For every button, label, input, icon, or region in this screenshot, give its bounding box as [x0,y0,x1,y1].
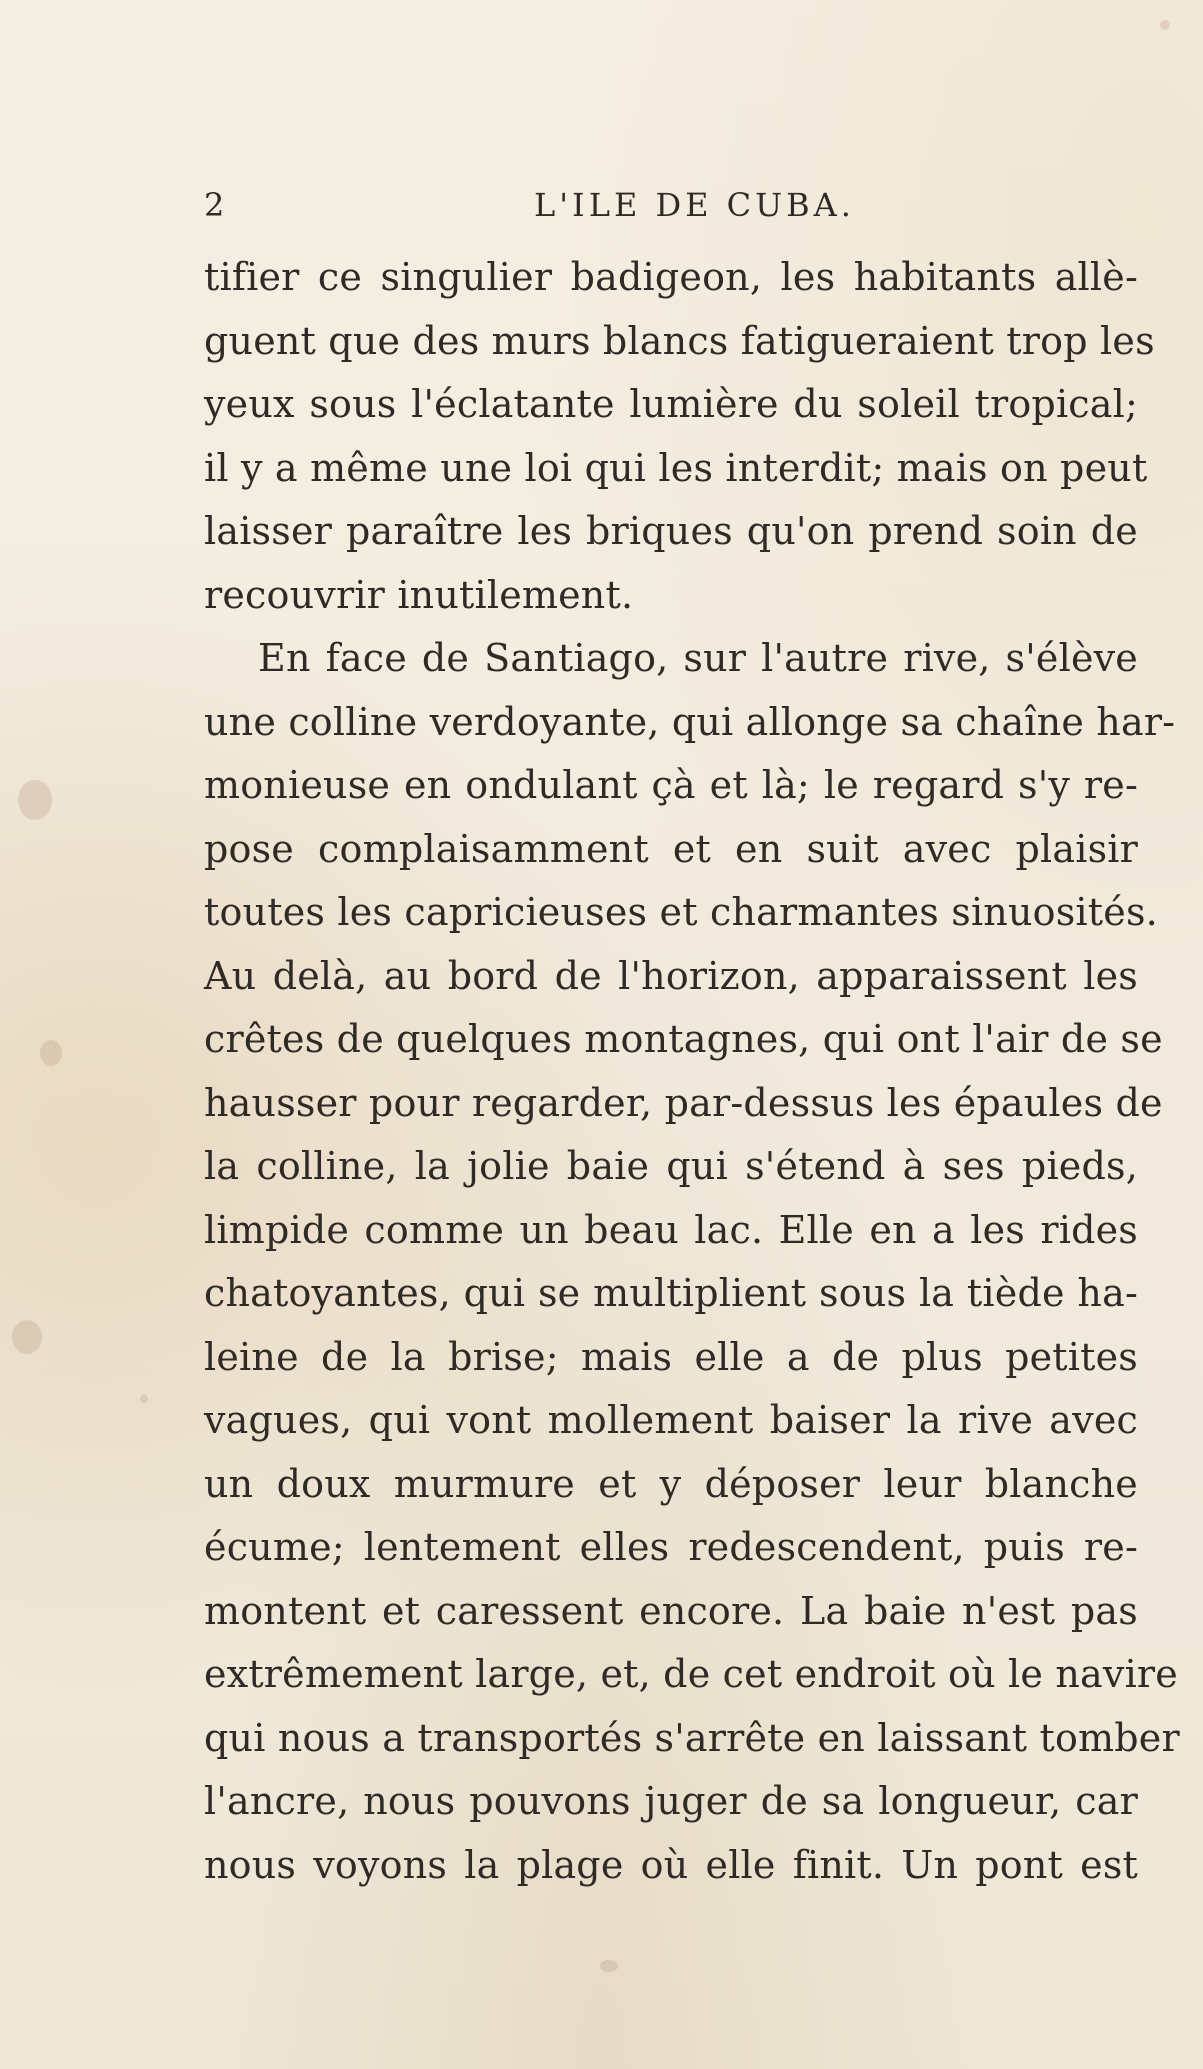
text-line: laisser paraître les briques qu'on prend soin de [204,509,1138,553]
text-line: hausser pour regarder, par-dessus les épaules de [204,1080,1163,1125]
text-line: leine de la brise; mais elle a de plus petites [204,1334,1138,1379]
text-line: crêtes de quelques montagnes, qui ont l'air de se [204,1017,1163,1061]
text-line: toutes les capricieuses et charmantes sinuosités. [204,890,1158,934]
body-text [204,246,1180,1897]
running-title: L'ILE DE CUBA. [534,186,855,224]
text-line: écume; lentement elles redescendent, puis re- [204,1525,1138,1569]
text-line: nous voyons la plage où elle finit. Un pont est [204,1842,1138,1887]
text-line: qui nous a transportés s'arrête en laissant tomber [204,1715,1180,1760]
text-line: En face de Santiago, sur l'autre rive, s'élève [258,636,1138,680]
text-line: Au delà, au bord de l'horizon, apparaissent les [204,953,1138,998]
text-line: la colline, la jolie baie qui s'étend à ses pieds, [204,1144,1138,1188]
running-head [204,186,1144,236]
text-line: montent et caressent encore. La baie n'est pas [204,1588,1138,1633]
text-line: recouvrir inutilement. [204,572,634,617]
text-line: guent que des murs blancs fatigueraient trop les [204,318,1155,363]
text-line: un doux murmure et y déposer leur blanche [204,1461,1138,1506]
text-line: extrêmement large, et, de cet endroit où le navire [204,1652,1178,1696]
text-line: yeux sous l'éclatante lumière du soleil tropical; [204,382,1138,426]
text-line: limpide comme un beau lac. Elle en a les rides [204,1207,1138,1252]
text-line: une colline verdoyante, qui allonge sa chaîne har- [204,699,1176,744]
text-line: l'ancre, nous pouvons juger de sa longueur, car [204,1779,1138,1823]
page-number: 2 [204,186,226,224]
text-line: vagues, qui vont mollement baiser la rive avec [204,1398,1138,1442]
text-line: pose complaisamment et en suit avec plaisir [204,826,1138,871]
text-line: monieuse en ondulant çà et là; le regard s'y re- [204,763,1138,807]
text-line: il y a même une loi qui les interdit; mais on peut [204,445,1148,490]
text-line: tifier ce singulier badigeon, les habitants allè- [204,255,1138,299]
text-line: chatoyantes, qui se multiplient sous la tiède ha- [204,1271,1138,1315]
